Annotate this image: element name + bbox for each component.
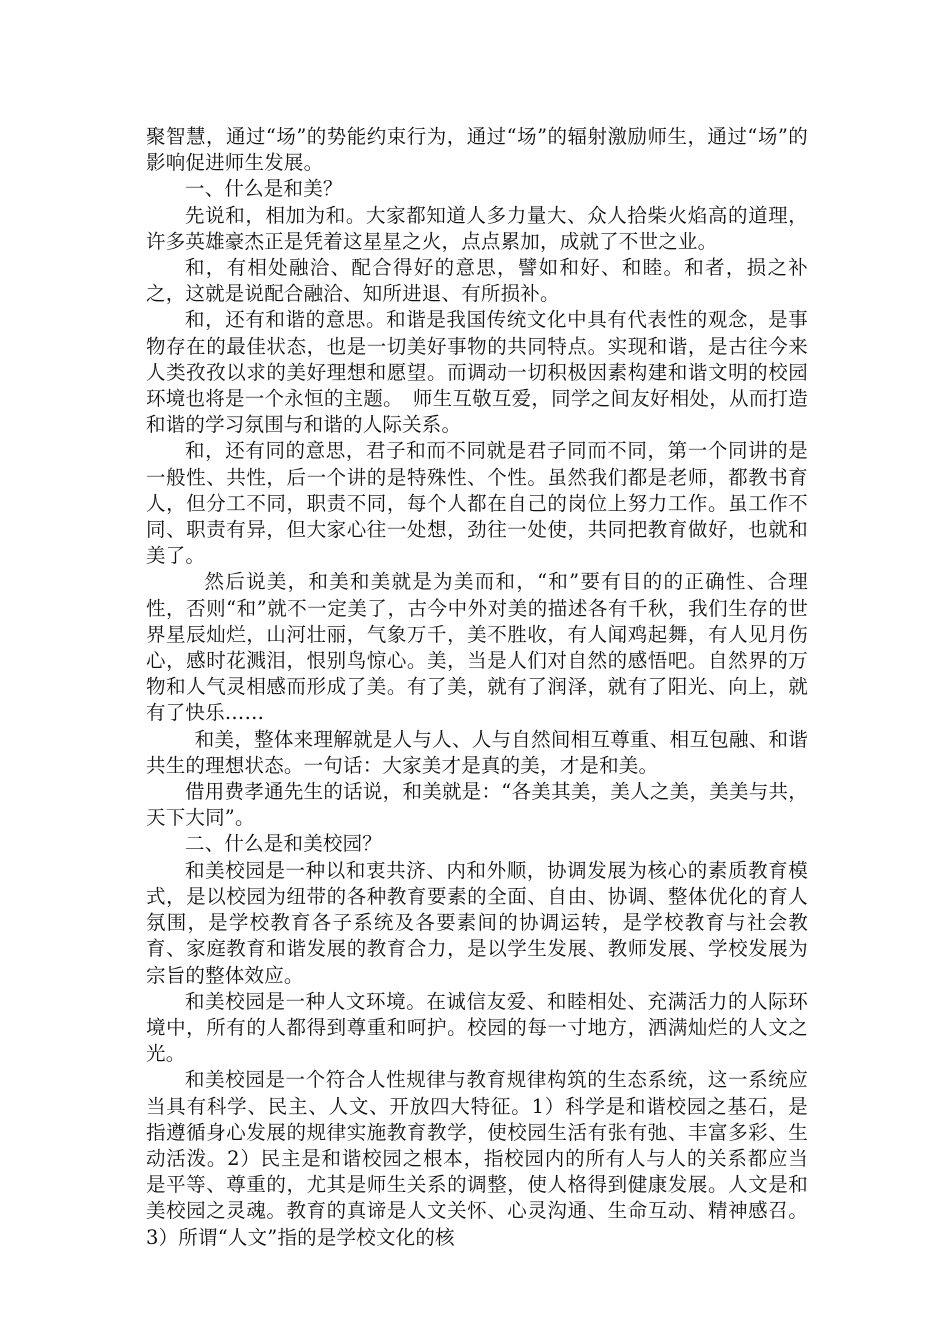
paragraph: 和，还有和谐的意思。和谐是我国传统文化中具有代表性的观念，是事物存在的最佳状态，也是一切美好事物的共同特点。实现和谐，是古往今来人类孜孜以求的美好理想和愿望。而调动一切积极因素构建和谐文明的校园环境也将是一个永恒的主题。 师生互敬互爱，同学之间友好相处，从而打造和谐的学习氛围与和谐的人际关系。 [146, 308, 808, 437]
paragraph-continuation: 聚智慧，通过“场”的势能约束行为，通过“场”的辐射激励师生，通过“场”的影响促进师生发展。 [146, 125, 808, 175]
paragraph: 和美校园是一种人文环境。在诚信友爱、和睦相处、充满活力的人际环境中，所有的人都得到尊重和呵护。校园的每一寸地方，洒满灿烂的人文之光。 [146, 989, 808, 1066]
paragraph: 和，有相处融洽、配合得好的意思，譬如和好、和睦。和者，损之补之，这就是说配合融洽、知所进退、有所损补。 [146, 256, 808, 306]
paragraph: 然后说美，和美和美就是为美而和，“和”要有目的的正确性、合理性，否则“和”就不一定美了，古今中外对美的描述各有千秋，我们生存的世界星辰灿烂，山河壮丽，气象万千，美不胜收，有人闻鸡起舞，有人见月伤心，感时花溅泪，恨别鸟惊心。美，当是人们对自然的感悟吧。自然界的万物和人气灵相感而形成了美。有了美，就有了润泽，就有了阳光、向上，就有了快乐…… [146, 570, 808, 725]
section-heading-1: 一、什么是和美？ [185, 177, 343, 201]
paragraph: 和美，整体来理解就是人与人、人与自然间相互尊重、相互包融、和谐共生的理想状态。一句话：大家美才是真的美，才是和美。 [146, 727, 808, 777]
section-heading-2: 二、什么是和美校园？ [185, 832, 383, 856]
paragraph: 借用费孝通先生的话说，和美就是：“各美其美，美人之美，美美与共，天下大同”。 [146, 780, 808, 830]
paragraph: 和美校园是一个符合人性规律与教育规律构筑的生态系统，这一系统应当具有科学、民主、人文、开放四大特征。1）科学是和谐校园之基石，是指遵循身心发展的规律实施教育教学，使校园生活有张有弛、丰富多彩、生动活泼。2）民主是和谐校园之根本，指校园内的所有人与人的关系都应当是平等、尊重的，尤其是师生关系的调整，使人格得到健康发展。人文是和美校园之灵魂。教育的真谛是人文关怀、心灵沟通、生命互动、精神感召。3）所谓“人文”指的是学校文化的核 [146, 1068, 808, 1249]
paragraph: 和美校园是一种以和衷共济、内和外顺，协调发展为核心的素质教育模式，是以校园为纽带的各种教育要素的全面、自由、协调、整体优化的育人氛围，是学校教育各子系统及各要素间的协调运转，是学校教育与社会教育、家庭教育和谐发展的教育合力，是以学生发展、教师发展、学校发展为宗旨的整体效应。 [146, 858, 808, 987]
paragraph: 先说和，相加为和。大家都知道人多力量大、众人拾柴火焰高的道理，许多英雄豪杰正是凭着这星星之火，点点累加，成就了不世之业。 [146, 203, 808, 253]
paragraph: 和，还有同的意思，君子和而不同就是君子同而不同，第一个同讲的是一般性、共性，后一个讲的是特殊性、个性。虽然我们都是老师，都教书育人，但分工不同，职责不同，每个人都在自己的岗位上努力工作。虽工作不同、职责有异，但大家心往一处想，劲往一处使，共同把教育做好，也就和美了。 [146, 439, 808, 568]
document-body [146, 124, 808, 1251]
